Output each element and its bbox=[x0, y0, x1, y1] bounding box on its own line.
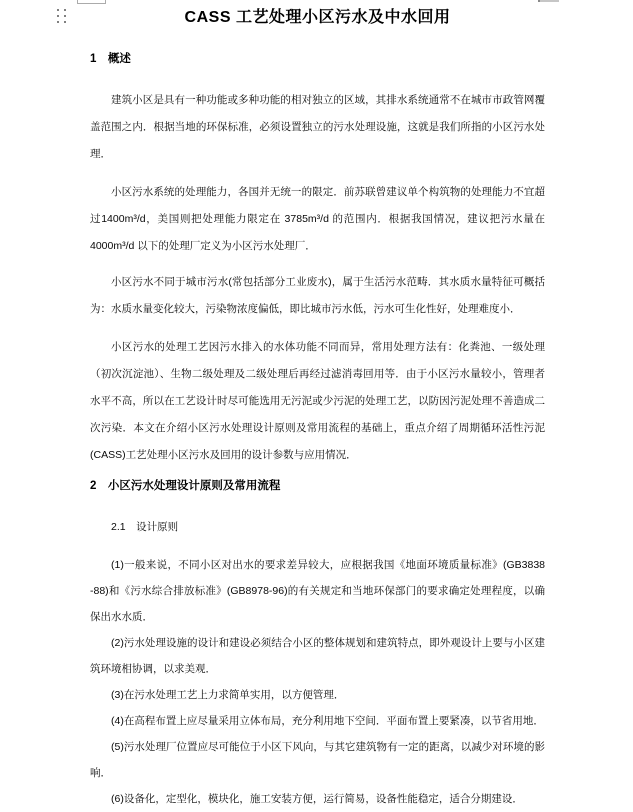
design-principle-item-6: (6)设备化，定型化，模块化，施工安装方便，运行简易，设备性能稳定，适合分期建设． bbox=[111, 793, 523, 805]
section-1-heading: 1 概述 bbox=[90, 53, 131, 65]
section-2-1-subheading: 2.1 设计原则 bbox=[111, 521, 179, 533]
section-1-paragraph-2: 小区污水系统的处理能力，各国并无统一的限定．前苏联曾建议单个构筑物的处理能力不宜超过1400m³/d，美国则把处理能力限定在 3785m³/d 的范围内．根据我国情况，建议把污水量在 4000m³/d 以下的处理厂定义为小区污水处理厂． bbox=[90, 186, 545, 252]
design-principle-item-2: (2)污水处理设施的设计和建设必须结合小区的整体规划和建筑特点，即外观设计上要与小区建筑环境相协调，以求美观． bbox=[90, 637, 545, 675]
document-title: CASS 工艺处理小区污水及中水回用 bbox=[184, 9, 451, 26]
section-1-paragraph-3: 小区污水不同于城市污水(常包括部分工业废水)，属于生活污水范畴．其水质水量特征可概括为：水质水量变化较大，污染物浓度偏低，即比城市污水低，污水可生化性好，处理难度小． bbox=[90, 276, 545, 315]
design-principle-item-3: (3)在污水处理工艺上力求简单实用，以方便管理． bbox=[111, 689, 345, 701]
design-principle-item-5: (5)污水处理厂位置应尽可能位于小区下风向，与其它建筑物有一定的距离，以减少对环境的影响． bbox=[90, 741, 545, 779]
section-1-paragraph-4: 小区污水的处理工艺因污水排入的水体功能不同而异，常用处理方法有：化粪池、一级处理（初次沉淀池）、生物二级处理及二级处理后再经过滤消毒回用等．由于小区污水量较小，管理者水平不高，所以在工艺设计时尽可能选用无污泥或少污泥的处理工艺，以防因污泥处理不善造成二次污染．本文在介绍小区污水处理设计原则及常用流程的基础上，重点介绍了周期循环活性污泥(CASS)工艺处理小区污水及回用的设计参数与应用情况． bbox=[90, 341, 545, 461]
section-2-heading: 2 小区污水处理设计原则及常用流程 bbox=[90, 480, 281, 492]
design-principle-item-4: (4)在高程布置上应尽量采用立体布局，充分利用地下空间．平面布置上要紧凑，以节省用地． bbox=[111, 715, 544, 727]
section-1-paragraph-1: 建筑小区是具有一种功能或多种功能的相对独立的区域，其排水系统通常不在城市市政管网覆盖范围之内．根据当地的环保标准，必须设置独立的污水处理设施，这就是我们所指的小区污水处理． bbox=[90, 94, 545, 160]
design-principle-item-1: (1)一般来说，不同小区对出水的要求差异较大，应根据我国《地面环境质量标准》(GB3838 -88)和《污水综合排放标准》(GB8978-96)的有关规定和当地环保部门的要求确定处理程度，以确保出水水质． bbox=[90, 559, 545, 623]
